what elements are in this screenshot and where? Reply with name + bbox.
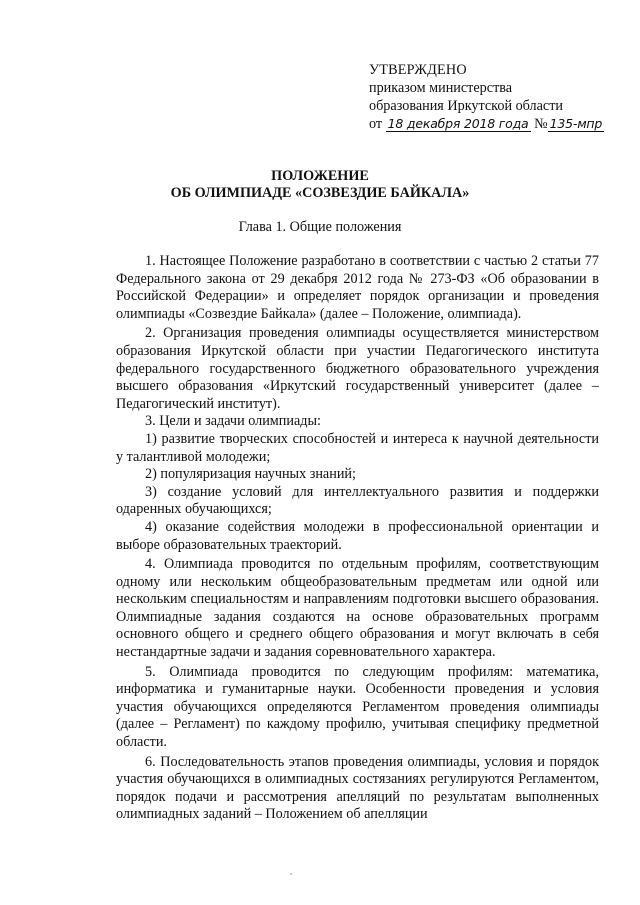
chapter-heading: Глава 1. Общие положения — [238, 219, 402, 235]
approval-stamp — [369, 61, 619, 133]
document-title-line-2: ОБ ОЛИМПИАДЕ «СОЗВЕЗДИЕ БАЙКАЛА» — [170, 185, 470, 201]
scan-dot — [290, 873, 292, 875]
handwritten-number: 135-мпр — [549, 116, 603, 131]
list-item-2: 2) популяризация научных знаний; — [145, 466, 356, 483]
approval-line-1: приказом министерства — [369, 80, 513, 96]
document-title-line-1: ПОЛОЖЕНИЕ — [271, 168, 369, 184]
list-item-1: 1) развитие творческих способностей и интереса к научной деятельности у талантливой молодежи; — [116, 430, 599, 465]
approval-line-2: образования Иркутской области — [369, 98, 564, 114]
paragraph-5: 5. Олимпиада проводится по следующим профилям: математика, информатика и гуманитарные науки. Особенности проведения и условия участия обучающихся определяются Регламентом проведения олимпиады (далее – Регламент) по каждому профилю, учитывая специфику предметной области. — [116, 663, 599, 751]
order-date-number-line — [369, 115, 619, 133]
number-prefix: № — [534, 116, 548, 132]
document-body — [116, 253, 599, 824]
paragraph-4: 4. Олимпиада проводится по отдельным профилям, соответствующим одному или нескольким общеобразовательным предметам или одной или нескольким специальностям и направлениям подготовки высшего образования. Олимпиадные задания создаются на основе образовательных программ основного общего и среднего общего образования и могут включать в себя нестандартные задачи и задания соревновательного характера. — [116, 556, 599, 661]
list-item-4: 4) оказание содействия молодежи в профессиональной ориентации и выборе образовательных траекторий. — [116, 518, 599, 553]
approved-heading: УТВЕРЖДЕНО — [369, 62, 467, 78]
paragraph-2: 2. Организация проведения олимпиады осуществляется министерством образования Иркутской области при участии Педагогического института федерального государственного бюджетного образовательного учреждения высшего образования «Иркутский государственный университет (далее – Педагогический институт). — [116, 325, 599, 412]
list-item-3: 3) создание условий для интеллектуального развития и поддержки одаренных обучающихся; — [116, 483, 599, 518]
handwritten-date: 18 декабря 2018 года — [387, 116, 529, 131]
paragraph-6: 6. Последовательность этапов проведения олимпиады, условия и порядок участия обучающихся в олимпиадных состязаниях регулируются Регламентом, порядок подачи и рассмотрения апелляций по результатам выполненных олимпиадных заданий – Положением об апелляции — [116, 753, 599, 823]
paragraph-1: 1. Настоящее Положение разработано в соответствии с частью 2 статьи 77 Федерального закона от 29 декабря 2012 года № 273-ФЗ «Об образовании в Российской Федерации» и определяет порядок организации и проведения олимпиады «Созвездие Байкала» (далее – Положение, олимпиада). — [116, 253, 599, 322]
from-prefix: от — [369, 116, 383, 132]
paragraph-3: 3. Цели и задачи олимпиады: — [145, 413, 321, 430]
